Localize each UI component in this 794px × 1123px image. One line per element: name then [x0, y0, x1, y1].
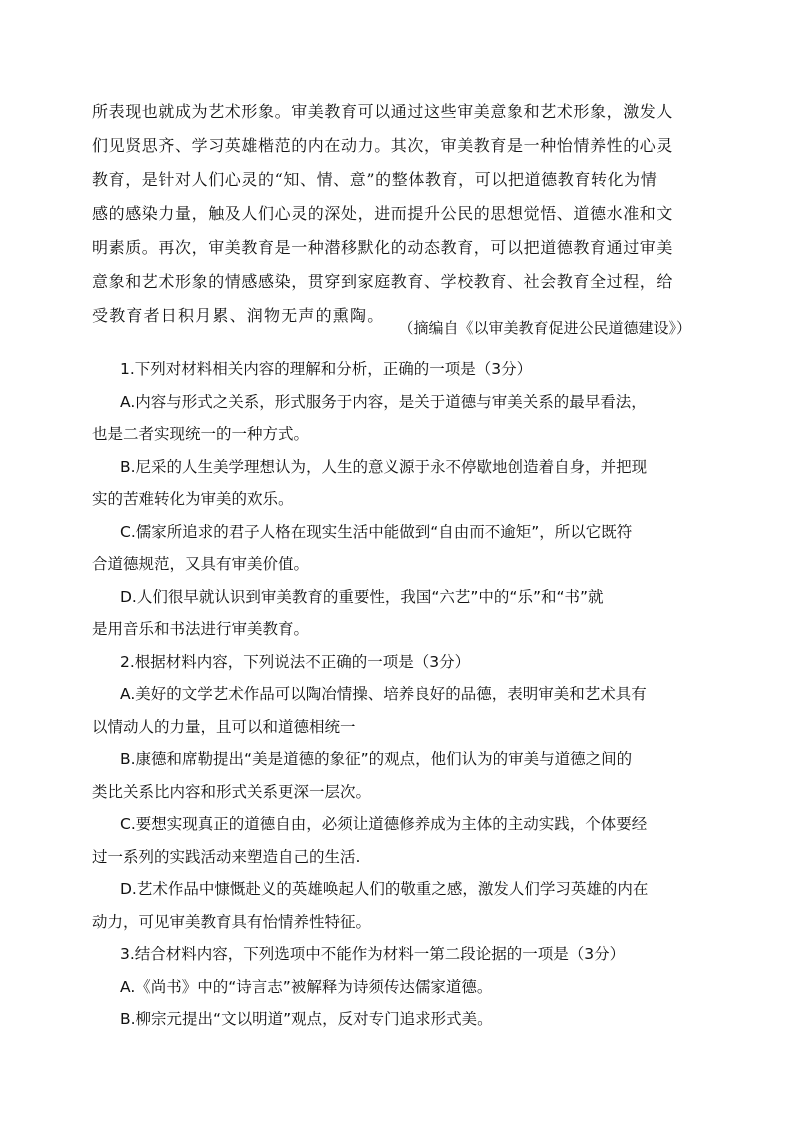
source-citation: （摘编自《以审美教育促进公民道德建设》） [398, 319, 691, 337]
question-line: A.《尚书》中的“诗言志”被解释为诗须传达儒家道德。 [120, 977, 493, 996]
question-line: 类比关系比内容和形式关系更深一层次。 [92, 782, 372, 801]
question-section [92, 353, 702, 1036]
passage-line: 受教育者日积月累、润物无声的熏陶。 [92, 306, 385, 325]
question-line: D.艺术作品中慷慨赴义的英雄唤起人们的敬重之感，激发人们学习英雄的内在 [120, 880, 649, 898]
question-line: 合道德规范，又具有审美价值。 [92, 555, 310, 573]
passage-line: 意象和艺术形象的情感感染，贯穿到家庭教育、学校教育、社会教育全过程，给 [92, 272, 674, 291]
passage-paragraph [92, 95, 695, 333]
question-line: 是用音乐和书法进行审美教育。 [92, 620, 310, 638]
passage-line: 明素质。再次，审美教育是一种潜移默化的动态教育，可以把道德教育通过审美 [92, 238, 674, 257]
passage-line: 教育，是针对人们心灵的“知、情、意”的整体教育，可以把道德教育转化为情 [92, 170, 658, 189]
question-line: 过一系列的实践活动来塑造自己的生活. [92, 847, 361, 866]
question-line: 实的苦难转化为审美的欢乐。 [92, 490, 294, 508]
question-line: 以情动人的力量，且可以和道德相统一 [92, 717, 356, 736]
question-line: B.尼采的人生美学理想认为，人生的意义源于永不停歇地创造着自身，并把现 [120, 457, 648, 476]
passage-line: 感的感染力量，触及人们心灵的深处，进而提升公民的思想觉悟、道德水准和文 [92, 204, 674, 223]
question-line: D.人们很早就认识到审美教育的重要性，我国“六艺”中的“乐”和“书”就 [120, 587, 604, 606]
question-line: 2.根据材料内容，下列说法不正确的一项是（3分） [120, 652, 471, 671]
question-line: A.内容与形式之关系，形式服务于内容，是关于道德与审美关系的最早看法， [120, 392, 647, 411]
question-line: B.柳宗元提出“文以明道”观点，反对专门追求形式美。 [120, 1010, 493, 1028]
question-line: 1.下列对材料相关内容的理解和分析，正确的一项是（3分） [120, 360, 533, 378]
question-line: C.要想实现真正的道德自由，必须让道德修养成为主体的主动实践，个体要经 [120, 815, 648, 833]
question-line: 动力，可见审美教育具有怡情养性特征。 [92, 912, 372, 931]
question-line: 也是二者实现统一的一种方式。 [92, 425, 310, 443]
question-line: C.儒家所追求的君子人格在现实生活中能做到“自由而不逾矩”，所以它既符 [120, 522, 633, 541]
question-line: 3.结合材料内容，下列选项中不能作为材料一第二段论据的一项是（3分） [120, 945, 626, 963]
question-line: B.康德和席勒提出“美是道德的象征”的观点，他们认为的审美与道德之间的 [120, 750, 633, 768]
passage-line: 们见贤思齐、学习英雄楷范的内在动力。其次，审美教育是一种怡情养性的心灵 [92, 136, 674, 155]
question-line: A.美好的文学艺术作品可以陶冶情操、培养良好的品德，表明审美和艺术具有 [120, 685, 647, 703]
passage-line: 所表现也就成为艺术形象。审美教育可以通过这些审美意象和艺术形象，激发人 [92, 102, 674, 121]
